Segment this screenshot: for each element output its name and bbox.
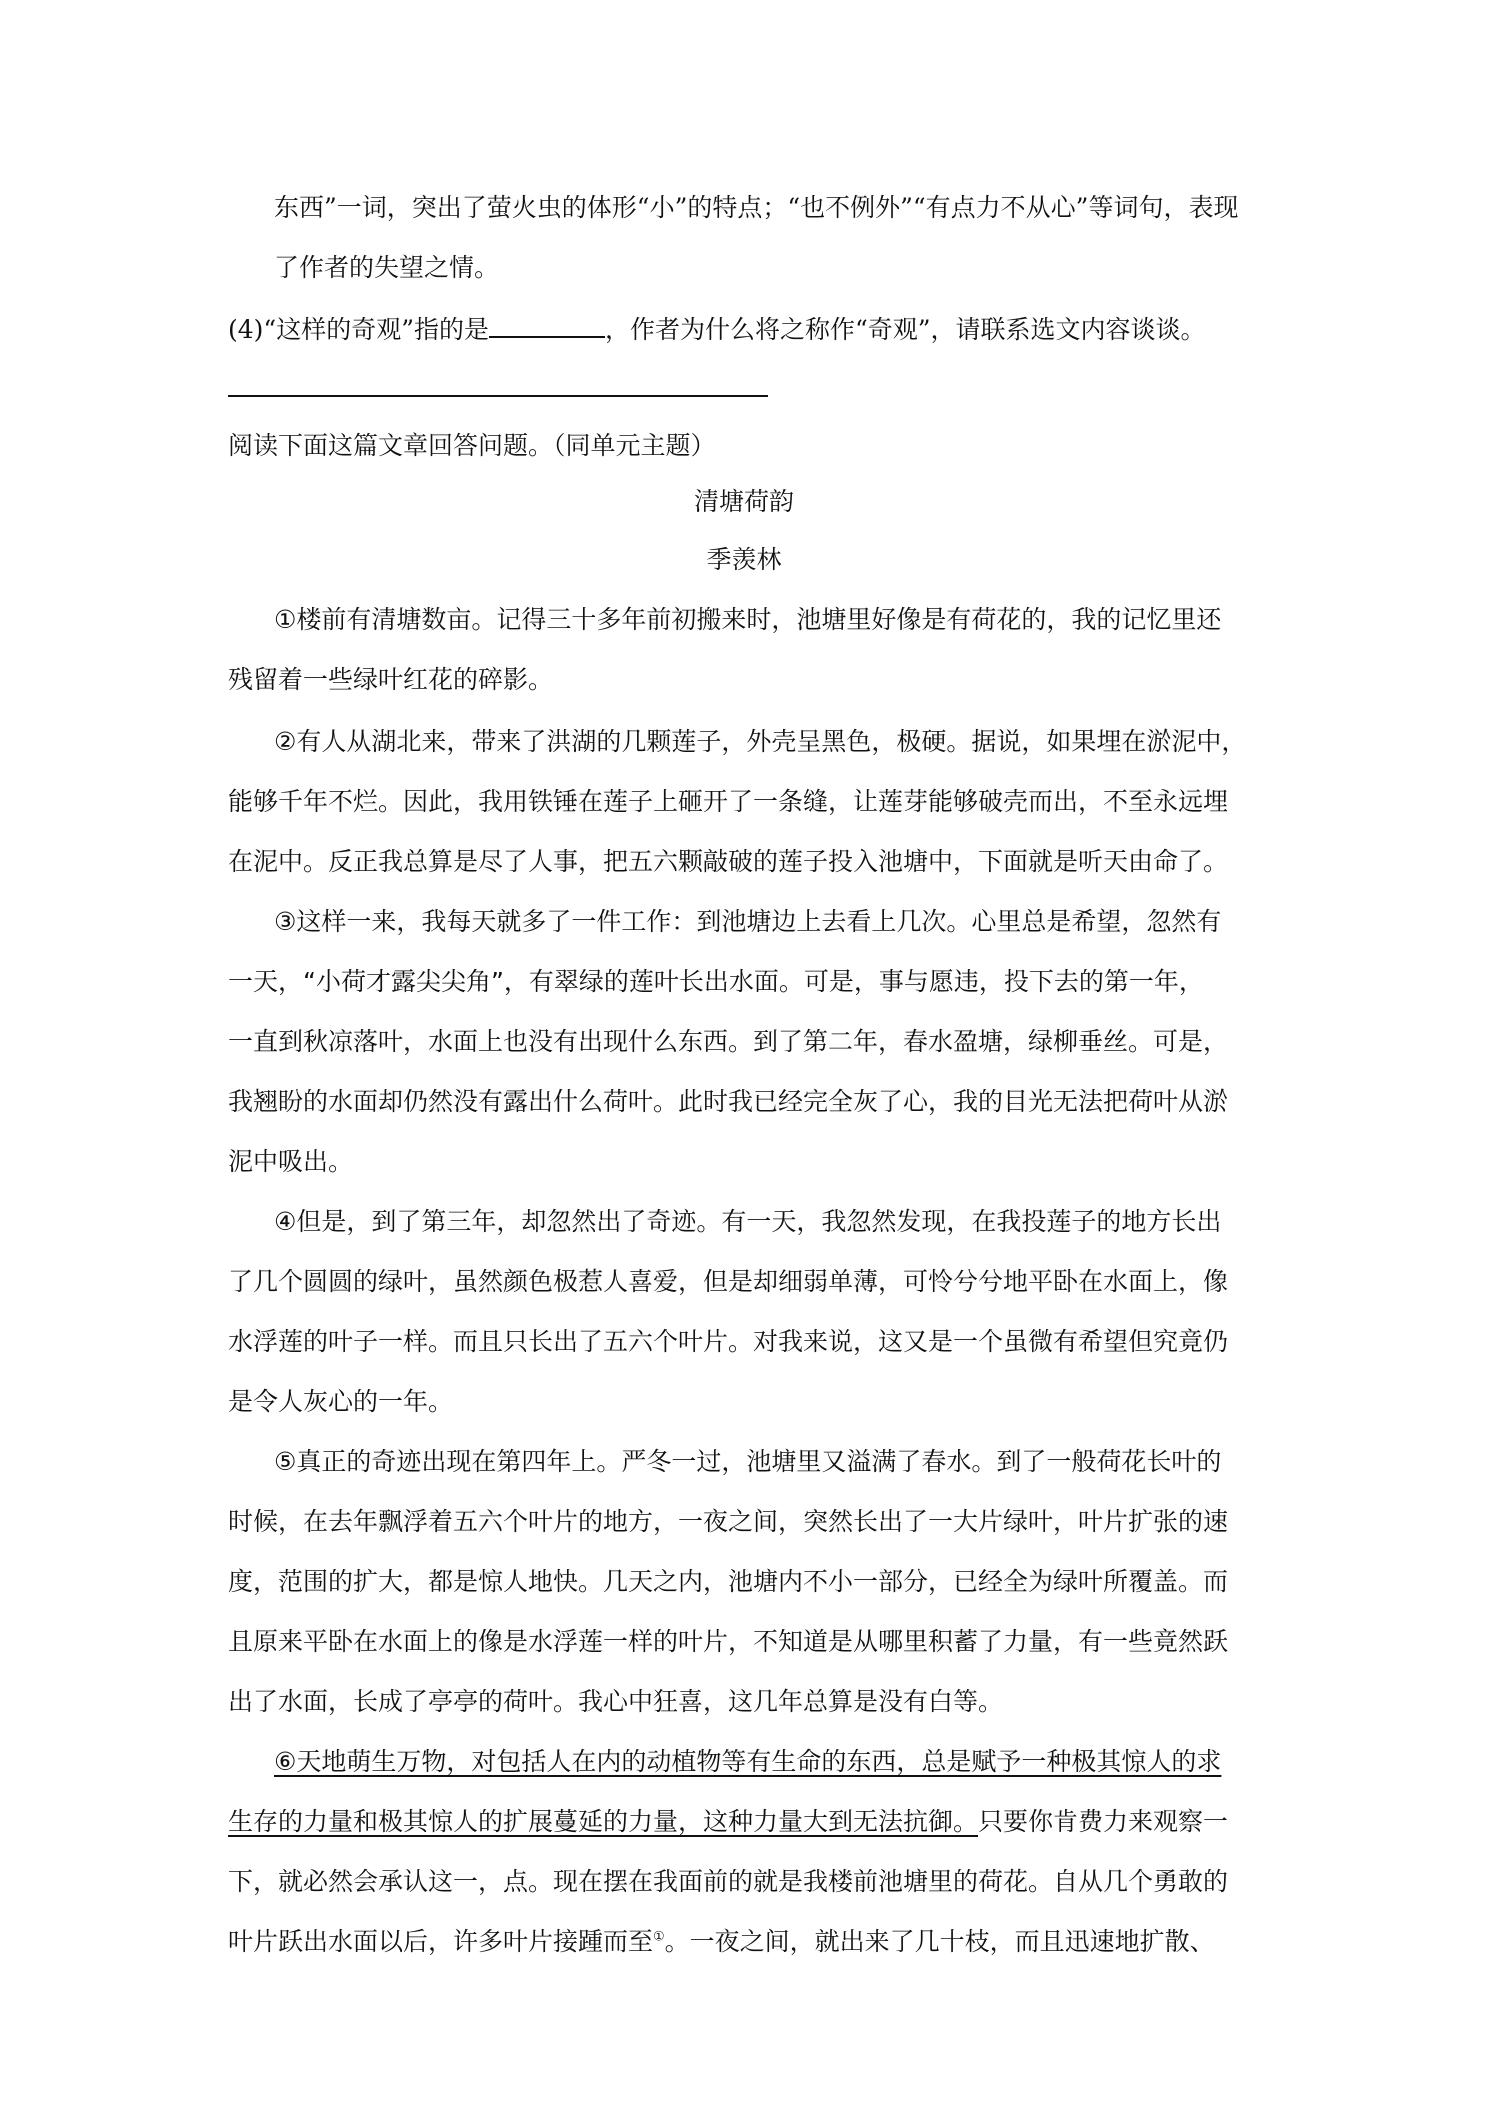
paragraph-2-line-1: ②有人从湖北来，带来了洪湖的几颗莲子，外壳呈黑色，极硬。据说，如果埋在淤泥中， — [274, 727, 1247, 756]
underlined-sentence-part-1: ⑥天地萌生万物，对包括人在内的动植物等有生命的东西，总是赋予一种极其惊人的求 — [274, 1747, 1222, 1776]
paragraph-5-line-5: 出了水面，长成了亭亭的荷叶。我心中狂喜，这几年总算是没有白等。 — [228, 1687, 1004, 1716]
paragraph-4-line-2: 了几个圆圆的绿叶，虽然颜色极惹人喜爱，但是却细弱单薄，可怜兮兮地平卧在水面上，像 — [228, 1267, 1229, 1296]
paragraph-5-line-1: ⑤真正的奇迹出现在第四年上。严冬一过，池塘里又溢满了春水。到了一般荷花长叶的 — [274, 1447, 1222, 1476]
paragraph-6-line-4 — [228, 1926, 1215, 1958]
question-4-blank[interactable] — [489, 312, 605, 338]
paragraph-6-line-1 — [274, 1746, 1221, 1778]
paragraph-1-line-2: 残留着一些绿叶红花的碎影。 — [228, 665, 554, 694]
paragraph-3-line-1: ③这样一来，我每天就多了一件工作：到池塘边上去看上几次。心里总是希望，忽然有 — [274, 907, 1222, 936]
question-4 — [228, 312, 1206, 346]
article-title: 清塘荷韵 — [693, 487, 794, 516]
paragraph-3-line-4: 我翘盼的水面却仍然没有露出什么荷叶。此时我已经完全灰了心，我的目光无法把荷叶从淤 — [228, 1087, 1229, 1116]
paragraph-4-line-4: 是令人灰心的一年。 — [228, 1387, 454, 1416]
paragraph-2-line-2: 能够千年不烂。因此，我用铁锤在莲子上砸开了一条缝，让莲芽能够破壳而出，不至永远埋 — [228, 787, 1229, 816]
paragraph-6-line-2 — [228, 1806, 1228, 1838]
reading-instruction: 阅读下面这篇文章回答问题。（同单元主题） — [228, 431, 716, 460]
paragraph-5-line-4: 且原来平卧在水面上的像是水浮莲一样的叶片，不知道是从哪里积蓄了力量，有一些竟然跃 — [228, 1627, 1229, 1656]
prev-answer-line-2: 了作者的失望之情。 — [274, 253, 500, 282]
paragraph-3-line-3: 一直到秋凉落叶，水面上也没有出现什么东西。到了第二年，春水盈塘，绿柳垂丝。可是， — [228, 1027, 1229, 1056]
paragraph-6-line-4-start: 叶片跃出水面以后，许多叶片接踵而至 — [228, 1927, 654, 1956]
question-4-suffix: ，作者为什么将之称作“奇观”，请联系选文内容谈谈。 — [604, 315, 1206, 344]
paragraph-4-line-1: ④但是，到了第三年，却忽然出了奇迹。有一天，我忽然发现，在我投莲子的地方长出 — [274, 1207, 1222, 1236]
paragraph-3-line-5: 泥中吸出。 — [228, 1147, 354, 1176]
paragraph-5-line-2: 时候，在去年飘浮着五六个叶片的地方，一夜之间，突然长出了一大片绿叶，叶片扩张的速 — [228, 1507, 1229, 1536]
answer-line[interactable] — [228, 395, 768, 397]
question-4-prefix: (4)“这样的奇观”指的是 — [228, 315, 489, 344]
paragraph-3-line-2: 一天，“小荷才露尖尖角”，有翠绿的莲叶长出水面。可是，事与愿违，投下去的第一年， — [228, 967, 1204, 996]
paragraph-2-line-3: 在泥中。反正我总算是尽了人事，把五六颗敲破的莲子投入池塘中，下面就是听天由命了。 — [228, 847, 1229, 876]
paragraph-1-line-1: ①楼前有清塘数亩。记得三十多年前初搬来时，池塘里好像是有荷花的，我的记忆里还 — [274, 605, 1222, 634]
article-author: 季羡林 — [706, 545, 782, 574]
paragraph-6-line-3: 下，就必然会承认这一，点。现在摆在我面前的就是我楼前池塘里的荷花。自从几个勇敢的 — [228, 1867, 1229, 1896]
paragraph-6-line-4-end: 。一夜之间，就出来了几十枝，而且迅速地扩散、 — [664, 1927, 1215, 1956]
footnote-marker[interactable]: ① — [653, 1929, 665, 1945]
prev-answer-line-1: 东西”一词，突出了萤火虫的体形“小”的特点；“也不例外”“有点力不从心”等词句，表现 — [274, 193, 1239, 222]
paragraph-5-line-3: 度，范围的扩大，都是惊人地快。几天之内，池塘内不小一部分，已经全为绿叶所覆盖。而 — [228, 1567, 1229, 1596]
underlined-sentence-part-2: 生存的力量和极其惊人的扩展蔓延的力量，这种力量大到无法抗御。 — [228, 1807, 979, 1836]
paragraph-4-line-3: 水浮莲的叶子一样。而且只长出了五六个叶片。对我来说，这又是一个虽微有希望但究竟仍 — [228, 1327, 1229, 1356]
paragraph-6-line-2-rest: 只要你肯费力来观察一 — [978, 1807, 1229, 1836]
